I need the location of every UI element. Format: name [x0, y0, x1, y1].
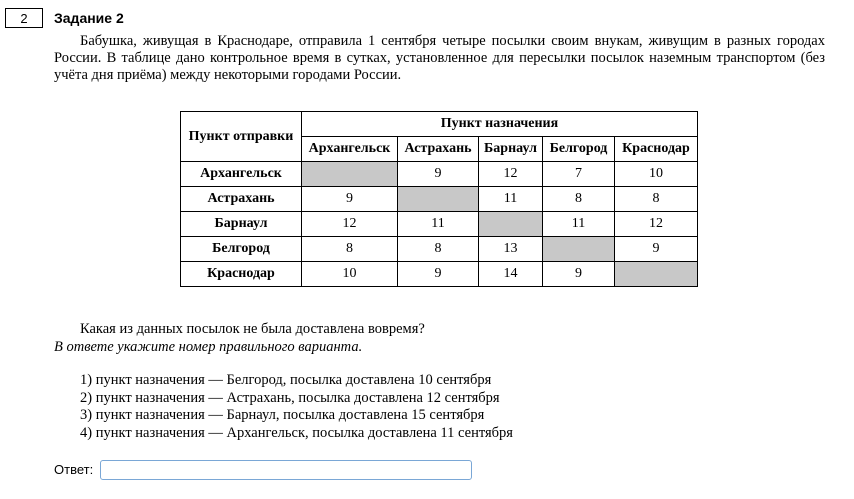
- task-number-box: [5, 8, 43, 28]
- col-astrakhan: Астрахань: [398, 137, 479, 162]
- table-cell: 9: [398, 162, 479, 187]
- option-4: 4) пункт назначения — Архангельск, посылка доставлена 11 сентября: [80, 424, 513, 441]
- table-cell: 9: [398, 262, 479, 287]
- table-cell: 11: [543, 212, 615, 237]
- table-cell: [302, 162, 398, 187]
- table-cell: 9: [615, 237, 698, 262]
- col-barnaul: Барнаул: [479, 137, 543, 162]
- option-1: 1) пункт назначения — Белгород, посылка доставлена 10 сентября: [80, 372, 492, 388]
- table-cell: [543, 237, 615, 262]
- table-cell: 12: [615, 212, 698, 237]
- row-city: Барнаул: [181, 212, 302, 237]
- table-row: [181, 212, 698, 237]
- table-cell: 11: [479, 187, 543, 212]
- table-cell: 7: [543, 162, 615, 187]
- answer-options: [80, 372, 513, 442]
- table-cell: 8: [398, 237, 479, 262]
- option-2: 2) пункт назначения — Астрахань, посылка доставлена 12 сентября: [80, 389, 500, 406]
- table-row: [181, 237, 698, 262]
- col-krasnodar: Краснодар: [615, 137, 698, 162]
- table-cell: [398, 187, 479, 212]
- row-city: Белгород: [181, 237, 302, 262]
- table-cell: 9: [302, 187, 398, 212]
- col-arkhangelsk: Архангельск: [302, 137, 398, 162]
- table-cell: 10: [302, 262, 398, 287]
- col-belgorod: Белгород: [543, 137, 615, 162]
- task-intro: Бабушка, живущая в Краснодаре, отправила 1 сентября четыре посылки своим внукам, живущим в разных городах России. В таблице дано контрольное время в сутках, установленное для пересылки посылок наземным транспортом (без учёта дня приёма) между некоторыми городами России.: [54, 33, 825, 83]
- table-row: [181, 187, 698, 212]
- task-number: 2: [20, 10, 28, 26]
- table-cell: 12: [302, 212, 398, 237]
- table-cell: 8: [302, 237, 398, 262]
- table-cell: 12: [479, 162, 543, 187]
- table-cell: 8: [615, 187, 698, 212]
- delivery-time-table: [180, 111, 698, 287]
- row-city: Астрахань: [181, 187, 302, 212]
- table-cell: 13: [479, 237, 543, 262]
- col-header: Пункт назначения: [302, 112, 698, 137]
- question-text: Какая из данных посылок не была доставлена вовремя?: [80, 321, 425, 337]
- table-cell: 14: [479, 262, 543, 287]
- table-cell: [615, 262, 698, 287]
- table-row: [181, 262, 698, 287]
- row-header: Пункт отправки: [181, 112, 302, 162]
- row-city: Краснодар: [181, 262, 302, 287]
- row-city: Архангельск: [181, 162, 302, 187]
- table-cell: 8: [543, 187, 615, 212]
- task-title: Задание 2: [54, 10, 124, 26]
- table-cell: 9: [543, 262, 615, 287]
- table-cell: 10: [615, 162, 698, 187]
- instruction-text: В ответе укажите номер правильного варианта.: [54, 339, 363, 355]
- table-cell: 11: [398, 212, 479, 237]
- table-cell: [479, 212, 543, 237]
- option-3: 3) пункт назначения — Барнаул, посылка доставлена 15 сентября: [80, 407, 485, 423]
- table-row: [181, 162, 698, 187]
- answer-label: Ответ:: [54, 462, 94, 477]
- answer-input[interactable]: [100, 460, 472, 480]
